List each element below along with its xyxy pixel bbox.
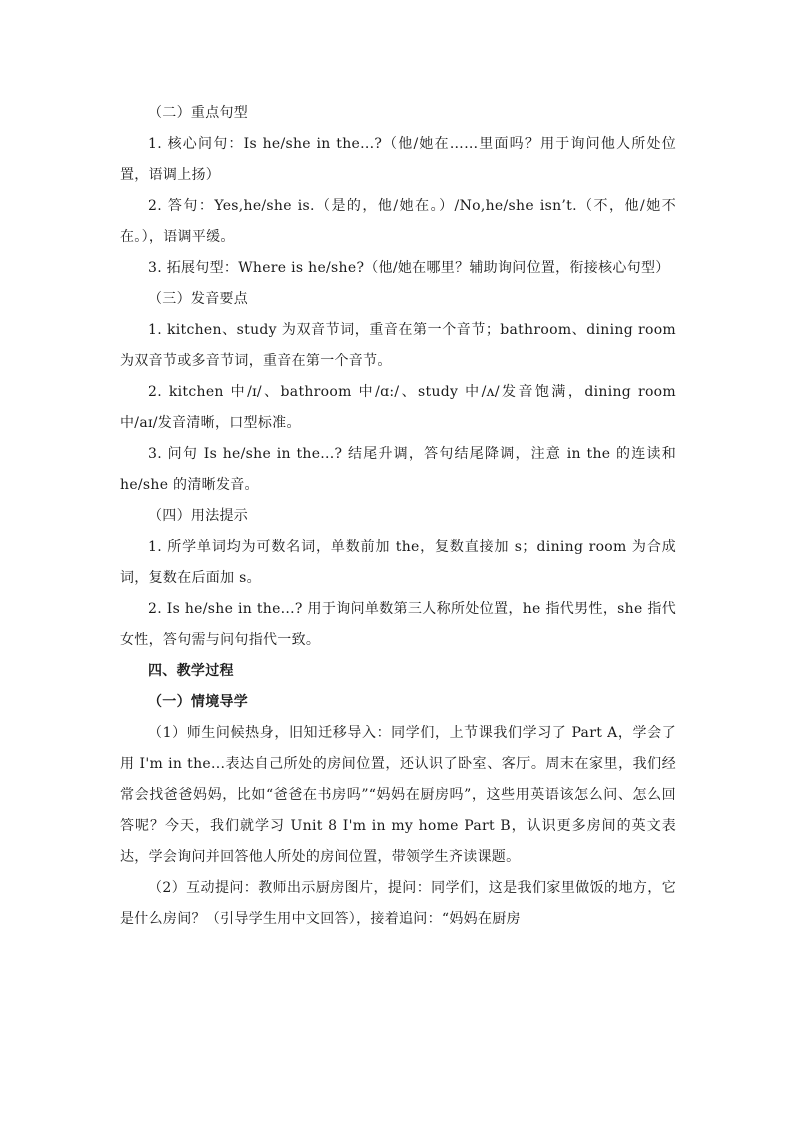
- paragraph-usage-2: 2. Is he/she in the...? 用于询问单数第三人称所处位置，he 指代男性，she 指代女性，答句需与问句指代一致。: [120, 601, 676, 648]
- section-heading-teaching-process: 四、教学过程: [148, 663, 234, 679]
- section-heading-key-sentences: （二）重点句型: [148, 105, 249, 121]
- paragraph-core-question: 1. 核心问句：Is he/she in the...?（他/她在……里面吗？用于询问他人所处位置，语调上扬）: [120, 136, 676, 183]
- paragraph-pronunciation-2: 2. kitchen 中/ɪ/、bathroom 中/ɑ:/、study 中/ʌ/发音饱满，dining room 中/aɪ/发音清晰，口型标准。: [120, 384, 676, 431]
- section-heading-usage: （四）用法提示: [148, 508, 249, 524]
- paragraph-answer: 2. 答句：Yes,he/she is.（是的，他/她在。）/No,he/she isn’t.（不，他/她不在。），语调平缓。: [120, 198, 676, 245]
- paragraph-pronunciation-3: 3. 问句 Is he/she in the...? 结尾升调，答句结尾降调，注意 in the 的连读和 he/she 的清晰发音。: [120, 446, 676, 493]
- subsection-heading-situation: （一）情境导学: [148, 694, 249, 710]
- section-heading-pronunciation: （三）发音要点: [148, 291, 249, 307]
- paragraph-extended-sentence: 3. 拓展句型：Where is he/she?（他/她在哪里？辅助询问位置，衔接核心句型）: [148, 260, 670, 276]
- paragraph-warmup: （1）师生问候热身，旧知迁移导入：同学们，上节课我们学习了 Part A，学会了用 I'm in the...表达自己所处的房间位置，还认识了卧室、客厅。周末在家里，我们经常会找爸爸妈妈，比如“爸爸在书房吗”“妈妈在厨房吗”，这些用英语该怎么问、怎么回答呢？今天，我们就学习 Unit 8 I'm in my home Part B，认识更多房间的英文表达，学会询问并回答他人所处的房间位置，带领学生齐读课题。: [120, 725, 676, 865]
- paragraph-interactive-question: （2）互动提问：教师出示厨房图片，提问：同学们，这是我们家里做饭的地方，它是什么房间？（引导学生用中文回答），接着追问：“妈妈在厨房: [120, 880, 676, 927]
- paragraph-usage-1: 1. 所学单词均为可数名词，单数前加 the，复数直接加 s；dining room 为合成词，复数在后面加 s。: [120, 539, 676, 586]
- paragraph-pronunciation-1: 1. kitchen、study 为双音节词，重音在第一个音节；bathroom、dining room 为双音节或多音节词，重音在第一个音节。: [120, 322, 676, 369]
- document-body: [120, 98, 676, 935]
